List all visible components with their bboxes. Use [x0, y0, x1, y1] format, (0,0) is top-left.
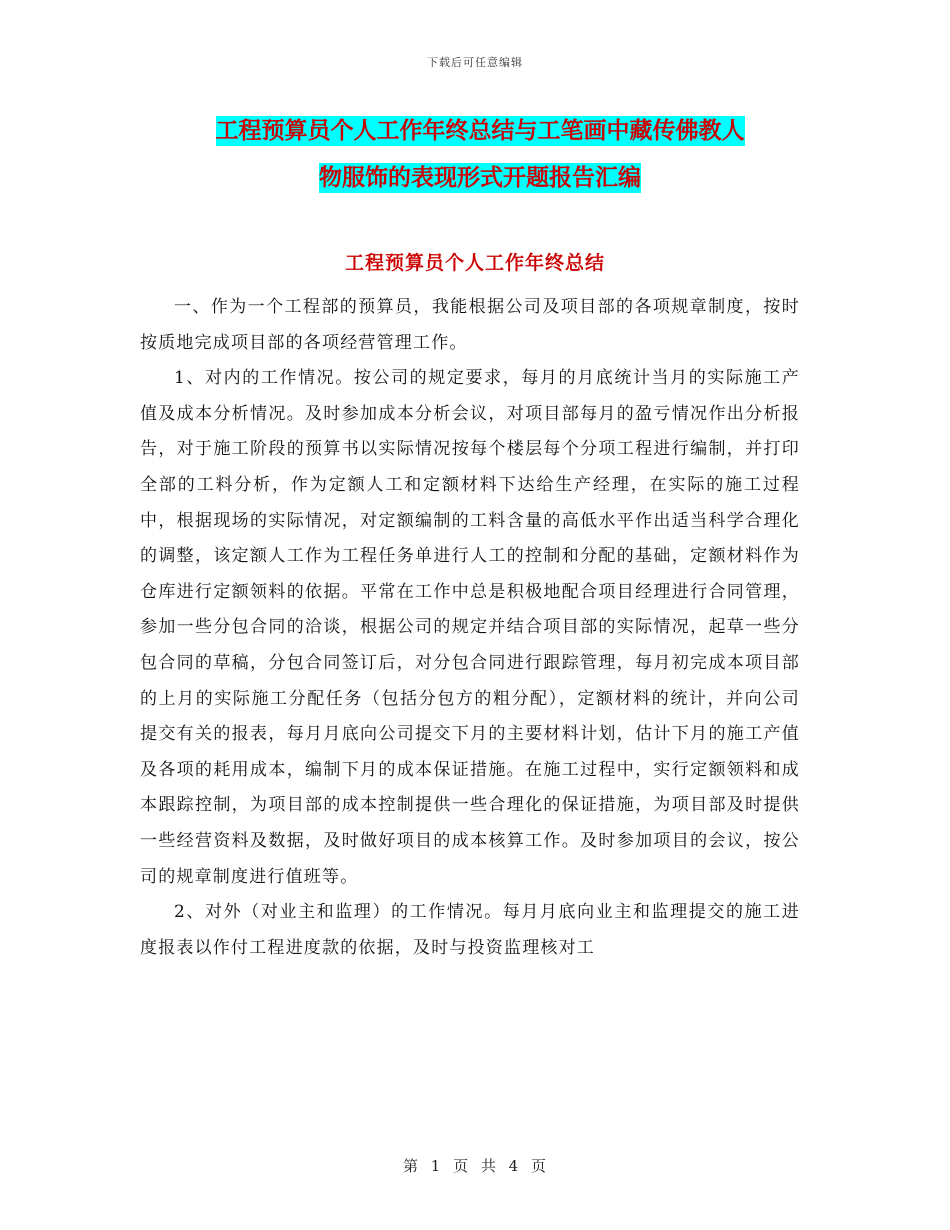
- document-body: [140, 290, 800, 966]
- section-title: 工程预算员个人工作年终总结: [344, 252, 605, 274]
- paragraph-intro: 一、作为一个工程部的预算员，我能根据公司及项目部的各项规章制度，按时按质地完成项目部的各项经营管理工作。: [140, 297, 800, 353]
- paragraph-internal-work: 1、对内的工作情况。按公司的规定要求，每月的月底统计当月的实际施工产值及成本分析情况。及时参加成本分析会议，对项目部每月的盈亏情况作出分析报告，对于施工阶段的预算书以实际情况按每个楼层每个分项工程进行编制，并打印全部的工料分析，作为定额人工和定额材料下达给生产经理，在实际的施工过程中，根据现场的实际情况，对定额编制的工料含量的高低水平作出适当科学合理化的调整，该定额人工作为工程任务单进行人工的控制和分配的基础，定额材料作为仓库进行定额领料的依据。平常在工作中总是积极地配合项目经理进行合同管理，参加一些分包合同的洽谈，根据公司的规定并结合项目部的实际情况，起草一些分包合同的草稿，分包合同签订后，对分包合同进行跟踪管理，每月初完成本项目部的上月的实际施工分配任务（包括分包方的粗分配），定额材料的统计，并向公司提交有关的报表，每月月底向公司提交下月的主要材料计划，估计下月的施工产值及各项的耗用成本，编制下月的成本保证措施。在施工过程中，实行定额领料和成本跟踪控制，为项目部的成本控制提供一些合理化的保证措施，为项目部及时提供一些经营资料及数据，及时做好项目的成本核算工作。及时参加项目的会议，按公司的规章制度进行值班等。: [140, 368, 800, 887]
- page-number: 第 1 页 共 4 页: [403, 1157, 547, 1175]
- document-title-line-2: 物服饰的表现形式开题报告汇编: [319, 165, 641, 191]
- document-title-line-1: 工程预算员个人工作年终总结与工笔画中藏传佛教人: [215, 118, 745, 144]
- document-title: [140, 108, 820, 202]
- header-note: 下载后可任意编辑: [427, 56, 523, 69]
- paragraph-external-work: 2、对外（对业主和监理）的工作情况。每月月底向业主和监理提交的施工进度报表以作付工程进度款的依据，及时与投资监理核对工: [140, 902, 800, 958]
